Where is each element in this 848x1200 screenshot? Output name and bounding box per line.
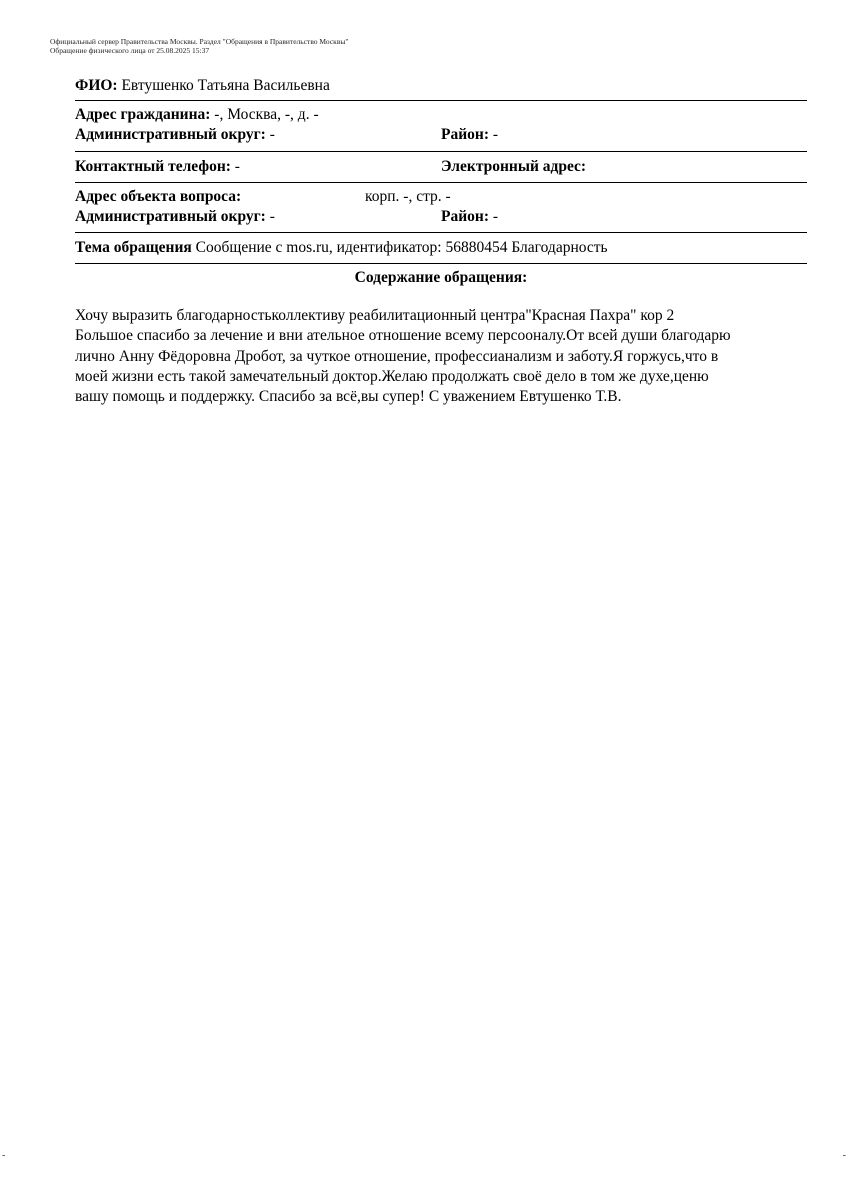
object-address-section — [75, 183, 807, 227]
citizen-district-row — [75, 125, 807, 145]
right-edge-mark: - — [842, 1150, 846, 1161]
object-district-label: Административный округ: — [75, 208, 266, 225]
appeal-document — [75, 76, 807, 407]
topic-label: Тема обращения — [75, 239, 192, 256]
content-line: Большое спасибо за лечение и вни ательное отношение всему персооналу.От всей души благодарю — [75, 327, 731, 345]
citizen-district-value: - — [269, 126, 275, 143]
citizen-address-value: -, Москва, -, д. - — [214, 106, 319, 123]
content-body — [75, 306, 807, 407]
document-header — [50, 37, 348, 55]
email-label: Электронный адрес: — [441, 158, 587, 175]
citizen-district-label: Административный округ: — [75, 126, 266, 143]
object-address-value: корп. -, стр. - — [365, 188, 451, 205]
citizen-address-label: Адрес гражданина: — [75, 106, 211, 123]
content-title: Содержание обращения: — [354, 269, 528, 286]
topic-value: Сообщение с mos.ru, идентификатор: 56880454 Благодарность — [195, 239, 608, 256]
content-line: лично Анну Фёдоровна Дробот, за чуткое отношение, профессианализм и заботу.Я горжусь,что в — [75, 347, 719, 365]
phone-label: Контактный телефон: — [75, 158, 231, 175]
citizen-address-row — [75, 105, 807, 125]
left-edge-mark: - — [2, 1150, 6, 1161]
header-line-date: Обращение физического лица от 25.08.2025 15:37 — [50, 46, 210, 55]
phone-value: - — [234, 158, 240, 175]
object-address-row — [75, 187, 807, 207]
citizen-address-section — [75, 101, 807, 145]
object-area-label: Район: — [441, 208, 489, 225]
citizen-area-label: Район: — [441, 126, 489, 143]
content-line: Хочу выразить благодарностьколлективу реабилитационный центра"Красная Пахра" кор 2 — [75, 307, 675, 324]
fio-value: Евтушенко Татьяна Васильевна — [121, 77, 330, 94]
contacts-section — [75, 152, 807, 177]
citizen-area-value: - — [492, 126, 499, 143]
object-district-value: - — [269, 208, 275, 225]
contacts-row — [75, 157, 807, 177]
topic-section — [75, 233, 807, 258]
topic-row — [75, 238, 807, 258]
fio-row — [75, 76, 807, 100]
content-line: моей жизни есть такой замечательный доктор.Желаю продолжать своё дело в том же духе,ценю — [75, 367, 709, 385]
content-line: вашу помощь и поддержку. Спасибо за всё,вы супер! С уважением Евтушенко Т.В. — [75, 388, 622, 406]
object-area-value: - — [492, 208, 499, 225]
fio-label: ФИО: — [75, 77, 118, 94]
object-address-label: Адрес объекта вопроса: — [75, 188, 242, 205]
header-line-source: Официальный сервер Правительства Москвы. Раздел "Обращения в Правительство Москвы" — [50, 37, 349, 46]
object-district-row — [75, 207, 807, 227]
